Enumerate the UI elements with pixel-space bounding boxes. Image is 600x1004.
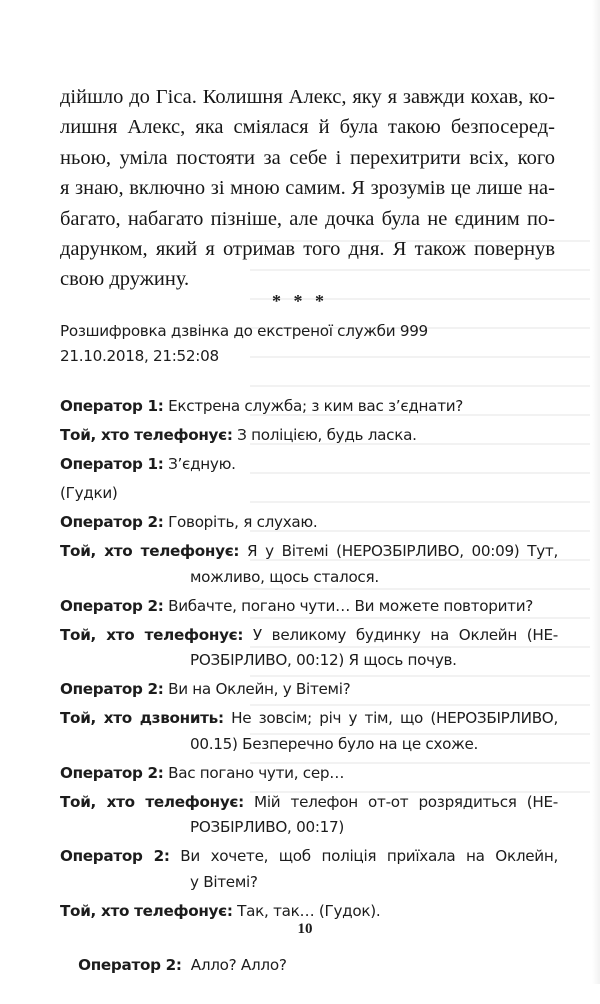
utterance-continuation: 00.15) Безперечно було на це схоже.	[60, 732, 558, 758]
speaker-label: Оператор 2:	[60, 513, 164, 531]
prose-line: дарунком, який я отримав того дня. Я також повернув	[60, 234, 555, 264]
speaker-label: Той, хто телефонує:	[60, 902, 233, 920]
utterance-continuation: можливо, щось сталося.	[60, 565, 558, 591]
prose-line: лишня Алекс, яка сміялася й була такою безпосеред-	[60, 112, 555, 142]
prose-line: ньою, уміла постояти за себе і перехитрити всіх, кого	[60, 143, 555, 173]
utterance: Вибачте, погано чути… Ви можете повторити?	[164, 597, 533, 615]
utterance: Мій телефон от-от розрядиться (НЕ-	[244, 793, 558, 811]
transcript-timestamp: 21.10.2018, 21:52:08	[60, 347, 219, 365]
prose-line: свою дружину.	[60, 264, 555, 294]
utterance: Ви хочете, щоб поліція приїхала на Оклейн,	[170, 847, 558, 865]
prose-line: дійшло до Гіса. Колишня Алекс, яку я завжди кохав, ко-	[60, 82, 555, 112]
transcript-entry	[60, 452, 558, 478]
prose-paragraph	[60, 82, 555, 295]
transcript-entry	[60, 844, 558, 895]
utterance: Ви на Оклейн, у Вітемі?	[164, 680, 351, 698]
speaker-label: Той, хто телефонує:	[60, 793, 244, 811]
transcript-entry	[60, 539, 558, 590]
utterance: Вас погано чути, сер…	[164, 764, 345, 782]
utterance: Екстрена служба; з ким вас з’єднати?	[164, 397, 464, 415]
speaker-label: Оператор 2:	[60, 597, 164, 615]
utterance: Я у Вітемі (НЕРОЗБІРЛИВО, 00:09) Тут,	[239, 542, 558, 560]
transcript-entry	[60, 394, 558, 420]
transcript-entry	[60, 594, 558, 620]
sound-note: (Гудки)	[60, 484, 118, 502]
speaker-label: Оператор 2:	[60, 680, 164, 698]
utterance: Говоріть, я слухаю.	[164, 513, 318, 531]
transcript-entry	[60, 928, 558, 1004]
utterance-continuation: у Вітемі?	[60, 870, 558, 896]
utterance: Не зовсім; річ у тім, що (НЕРОЗБІРЛИВО,	[224, 709, 558, 727]
speaker-label: Той, хто телефонує:	[60, 426, 233, 444]
section-separator: * * *	[0, 291, 600, 312]
transcript-entry	[60, 761, 558, 787]
speaker-label: Оператор 1:	[60, 397, 164, 415]
speaker-label: Той, хто телефонує:	[60, 626, 243, 644]
utterance: У великому будинку на Оклейн (НЕ-	[243, 626, 558, 644]
page-number: 10	[0, 921, 600, 938]
transcript-entry	[60, 423, 558, 449]
transcript-entry	[60, 481, 558, 507]
utterance: Алло? Алло?	[182, 956, 287, 974]
utterance: З’єдную.	[164, 455, 236, 473]
utterance-continuation: РОЗБІРЛИВО, 00:17)	[60, 815, 558, 841]
transcript-entry	[60, 677, 558, 703]
speaker-label: Оператор 1:	[60, 455, 164, 473]
prose-line: багато, набагато пізніше, але дочка була не єдиним по-	[60, 204, 555, 234]
transcript-entry	[60, 790, 558, 841]
speaker-label: Оператор 2:	[78, 956, 182, 974]
speaker-label: Оператор 2:	[60, 764, 164, 782]
transcript	[60, 394, 558, 1004]
utterance: Так, так… (Гудок).	[233, 902, 381, 920]
transcript-entry	[60, 706, 558, 757]
speaker-label: Той, хто телефонує:	[60, 542, 239, 560]
speaker-label: Оператор 2:	[60, 847, 170, 865]
prose-line: я знаю, включно зі мною самим. Я зрозумів це лише на-	[60, 173, 555, 203]
transcript-entry	[60, 510, 558, 536]
page-edge	[592, 0, 600, 984]
transcript-entry	[60, 623, 558, 674]
speaker-label: Той, хто дзвонить:	[60, 709, 224, 727]
utterance-continuation: РОЗБІРЛИВО, 00:12) Я щось почув.	[60, 648, 558, 674]
utterance: З поліцією, будь ласка.	[233, 426, 417, 444]
transcript-heading: Розшифровка дзвінка до екстреної служби 999	[60, 322, 428, 340]
